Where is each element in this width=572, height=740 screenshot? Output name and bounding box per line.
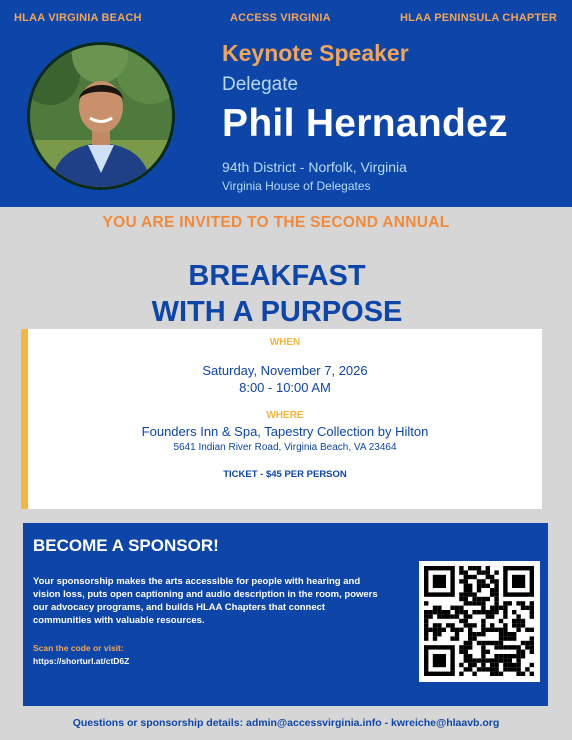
qr-module	[468, 601, 472, 605]
qr-module	[494, 579, 498, 583]
qr-module	[503, 645, 507, 649]
speaker-role: Delegate	[222, 74, 299, 95]
qr-module	[428, 610, 432, 614]
qr-module	[508, 663, 512, 667]
qr-module	[481, 658, 485, 662]
qr-module	[494, 658, 498, 662]
qr-module	[508, 667, 512, 671]
qr-module	[503, 636, 507, 640]
qr-module	[459, 650, 463, 654]
qr-module	[486, 597, 490, 601]
qr-module	[437, 632, 441, 636]
qr-module	[459, 597, 463, 601]
qr-module	[494, 654, 498, 658]
qr-module	[503, 614, 507, 618]
qr-module	[490, 623, 494, 627]
qr-module	[512, 663, 516, 667]
qr-module	[464, 654, 468, 658]
event-date: Saturday, November 7, 2026	[202, 363, 368, 378]
qr-module	[486, 641, 490, 645]
sponsor-url-link[interactable]: https://shorturl.at/ctD6Z	[33, 656, 130, 666]
qr-module	[468, 584, 472, 588]
qr-module	[455, 632, 459, 636]
qr-module	[459, 619, 463, 623]
qr-module	[516, 672, 520, 676]
qr-module	[508, 645, 512, 649]
qr-module	[464, 584, 468, 588]
event-title-line1: BREAKFAST	[188, 260, 366, 292]
qr-module	[530, 628, 534, 632]
qr-module	[428, 614, 432, 618]
qr-module	[455, 636, 459, 640]
qr-module	[503, 632, 507, 636]
event-title-line2: WITH A PURPOSE	[151, 296, 403, 328]
qr-module	[525, 667, 529, 671]
qr-module	[424, 623, 428, 627]
qr-module	[477, 658, 481, 662]
qr-module	[512, 632, 516, 636]
qr-module	[477, 579, 481, 583]
qr-module	[494, 672, 498, 676]
qr-module	[459, 606, 463, 610]
qr-module	[516, 658, 520, 662]
qr-module	[516, 614, 520, 618]
qr-module	[472, 672, 476, 676]
qr-module	[459, 579, 463, 583]
qr-module	[468, 641, 472, 645]
qr-module	[512, 619, 516, 623]
keynote-label: Keynote Speaker	[222, 40, 409, 66]
qr-module	[486, 570, 490, 574]
qr-module	[464, 588, 468, 592]
qr-module	[464, 619, 468, 623]
qr-module	[499, 654, 503, 658]
org-hlaa-virginia-beach: HLAA VIRGINIA BEACH	[14, 12, 142, 24]
qr-module	[468, 667, 472, 671]
qr-module	[499, 672, 503, 676]
qr-module	[464, 658, 468, 662]
qr-module	[481, 584, 485, 588]
qr-module	[499, 619, 503, 623]
qr-module	[437, 606, 441, 610]
qr-module	[455, 628, 459, 632]
qr-module	[437, 623, 441, 627]
qr-module	[424, 601, 428, 605]
qr-module	[516, 654, 520, 658]
qr-module	[481, 606, 485, 610]
qr-finder	[433, 654, 446, 667]
qr-module	[424, 619, 428, 623]
qr-module	[481, 579, 485, 583]
qr-module	[468, 632, 472, 636]
qr-module	[503, 654, 507, 658]
event-details-card	[21, 329, 542, 509]
qr-module	[530, 650, 534, 654]
sponsor-title: BECOME A SPONSOR!	[33, 536, 219, 555]
qr-module	[490, 579, 494, 583]
qr-module	[516, 601, 520, 605]
qr-module	[481, 619, 485, 623]
qr-module	[477, 667, 481, 671]
qr-module	[450, 614, 454, 618]
qr-module	[459, 628, 463, 632]
qr-finder	[433, 575, 446, 588]
qr-module	[521, 601, 525, 605]
qr-module	[477, 588, 481, 592]
qr-module	[481, 601, 485, 605]
sponsor-panel	[23, 523, 548, 706]
qr-module	[494, 663, 498, 667]
qr-module	[433, 632, 437, 636]
qr-module	[494, 667, 498, 671]
qr-module	[455, 610, 459, 614]
qr-module	[516, 663, 520, 667]
qr-module	[424, 636, 428, 640]
qr-module	[521, 623, 525, 627]
qr-module	[508, 636, 512, 640]
qr-module	[459, 663, 463, 667]
qr-module	[433, 610, 437, 614]
qr-module	[446, 623, 450, 627]
qr-module	[464, 667, 468, 671]
qr-module	[490, 575, 494, 579]
qr-module	[481, 570, 485, 574]
ticket-price: TICKET - $45 PER PERSON	[223, 469, 347, 480]
speaker-office: Virginia House of Delegates	[222, 179, 371, 193]
qr-module	[494, 641, 498, 645]
qr-module	[490, 588, 494, 592]
qr-module	[481, 645, 485, 649]
qr-module	[521, 672, 525, 676]
qr-finder	[512, 575, 525, 588]
qr-module	[459, 592, 463, 596]
qr-module	[512, 623, 516, 627]
qr-module	[472, 610, 476, 614]
qr-module	[490, 667, 494, 671]
qr-module	[464, 592, 468, 596]
qr-module	[424, 632, 428, 636]
qr-module	[503, 667, 507, 671]
qr-module	[512, 645, 516, 649]
qr-module	[446, 614, 450, 618]
qr-module	[530, 610, 534, 614]
qr-module	[512, 610, 516, 614]
qr-module	[477, 601, 481, 605]
invite-line: YOU ARE INVITED TO THE SECOND ANNUAL	[102, 214, 450, 231]
qr-module	[490, 614, 494, 618]
qr-module	[450, 628, 454, 632]
qr-module	[503, 606, 507, 610]
qr-module	[508, 654, 512, 658]
qr-module	[530, 641, 534, 645]
event-address: 5641 Indian River Road, Virginia Beach, VA 23464	[173, 442, 397, 453]
qr-module	[468, 623, 472, 627]
qr-module	[468, 658, 472, 662]
qr-module	[486, 667, 490, 671]
qr-module	[437, 610, 441, 614]
qr-module	[459, 610, 463, 614]
qr-module	[424, 610, 428, 614]
qr-module	[477, 641, 481, 645]
contact-footer: Questions or sponsorship details: admin@accessvirginia.info - kwreiche@hlaavb.org	[72, 717, 500, 729]
qr-module	[494, 606, 498, 610]
qr-module	[464, 614, 468, 618]
qr-module	[503, 610, 507, 614]
qr-module	[472, 636, 476, 640]
qr-module	[468, 628, 472, 632]
qr-module	[472, 658, 476, 662]
qr-module	[472, 597, 476, 601]
qr-module	[450, 606, 454, 610]
qr-module	[516, 623, 520, 627]
qr-module	[442, 610, 446, 614]
qr-module	[464, 601, 468, 605]
speaker-photo	[27, 42, 175, 190]
qr-module	[486, 566, 490, 570]
qr-module	[503, 628, 507, 632]
qr-module	[455, 614, 459, 618]
qr-module	[521, 606, 525, 610]
qr-module	[490, 628, 494, 632]
qr-module	[468, 663, 472, 667]
qr-module	[437, 628, 441, 632]
qr-module	[490, 672, 494, 676]
qr-module	[490, 592, 494, 596]
qr-module	[525, 645, 529, 649]
qr-module	[486, 575, 490, 579]
qr-module	[464, 645, 468, 649]
qr-module	[530, 614, 534, 618]
qr-module	[459, 566, 463, 570]
qr-module	[481, 623, 485, 627]
qr-module	[508, 658, 512, 662]
qr-module	[477, 610, 481, 614]
qr-module	[530, 606, 534, 610]
qr-module	[512, 654, 516, 658]
qr-module	[499, 645, 503, 649]
qr-module	[424, 614, 428, 618]
event-title	[0, 258, 554, 330]
qr-module	[490, 610, 494, 614]
qr-module	[428, 628, 432, 632]
qr-module	[508, 632, 512, 636]
qr-module	[481, 628, 485, 632]
qr-module	[433, 628, 437, 632]
event-venue: Founders Inn & Spa, Tapestry Collection by Hilton	[141, 424, 429, 439]
qr-module	[477, 632, 481, 636]
qr-module	[468, 592, 472, 596]
qr-code-icon[interactable]	[419, 561, 540, 682]
qr-module	[468, 566, 472, 570]
qr-module	[481, 654, 485, 658]
qr-module	[472, 566, 476, 570]
qr-module	[477, 566, 481, 570]
qr-module	[530, 663, 534, 667]
qr-module	[464, 641, 468, 645]
qr-module	[486, 658, 490, 662]
qr-module	[468, 614, 472, 618]
qr-module	[433, 623, 437, 627]
qr-module	[464, 575, 468, 579]
qr-module	[472, 601, 476, 605]
qr-module	[486, 614, 490, 618]
qr-module	[450, 623, 454, 627]
qr-module	[486, 610, 490, 614]
qr-module	[494, 592, 498, 596]
qr-module	[472, 575, 476, 579]
qr-module	[521, 654, 525, 658]
qr-module	[468, 654, 472, 658]
qr-module	[424, 628, 428, 632]
qr-module	[503, 658, 507, 662]
qr-module	[494, 628, 498, 632]
qr-module	[516, 645, 520, 649]
speaker-photo-illustration	[30, 45, 172, 187]
qr-module	[477, 570, 481, 574]
qr-module	[459, 672, 463, 676]
qr-module	[468, 636, 472, 640]
qr-module	[530, 601, 534, 605]
event-time: 8:00 - 10:00 AM	[239, 380, 331, 395]
qr-module	[468, 588, 472, 592]
qr-module	[464, 610, 468, 614]
qr-module	[525, 606, 529, 610]
qr-module	[516, 650, 520, 654]
qr-module	[530, 672, 534, 676]
qr-module	[494, 584, 498, 588]
qr-module	[530, 636, 534, 640]
qr-module	[481, 650, 485, 654]
qr-module	[503, 601, 507, 605]
qr-module	[464, 570, 468, 574]
sponsor-body: Your sponsorship makes the arts accessible for people with hearing and vision loss, puts open captioning and audio description in the room, powers our advocacy programs, and builds HLAA Chapters that connect communities with valuable resources.	[33, 576, 378, 626]
qr-module	[481, 597, 485, 601]
qr-module	[472, 663, 476, 667]
qr-module	[494, 601, 498, 605]
qr-module	[530, 645, 534, 649]
qr-module	[503, 663, 507, 667]
qr-module	[499, 641, 503, 645]
qr-module	[494, 645, 498, 649]
qr-module	[464, 597, 468, 601]
qr-module	[433, 636, 437, 640]
qr-module	[481, 641, 485, 645]
qr-module	[442, 614, 446, 618]
qr-module	[494, 597, 498, 601]
qr-module	[464, 623, 468, 627]
qr-module	[455, 606, 459, 610]
qr-module	[490, 658, 494, 662]
qr-module	[468, 645, 472, 649]
qr-module	[512, 667, 516, 671]
qr-module	[446, 610, 450, 614]
qr-module	[464, 650, 468, 654]
qr-module	[486, 584, 490, 588]
qr-module	[521, 650, 525, 654]
qr-module	[516, 619, 520, 623]
qr-module	[499, 632, 503, 636]
qr-module	[472, 592, 476, 596]
qr-module	[490, 606, 494, 610]
qr-module	[486, 650, 490, 654]
qr-module	[494, 588, 498, 592]
speaker-district: 94th District - Norfolk, Virginia	[222, 159, 407, 175]
qr-module	[525, 641, 529, 645]
qr-module	[494, 570, 498, 574]
qr-module	[481, 663, 485, 667]
qr-module	[442, 628, 446, 632]
scan-label: Scan the code or visit:	[33, 643, 124, 653]
qr-module	[450, 636, 454, 640]
qr-module	[459, 570, 463, 574]
qr-module	[508, 601, 512, 605]
qr-module	[521, 641, 525, 645]
qr-module	[477, 584, 481, 588]
qr-module	[481, 667, 485, 671]
qr-module	[481, 632, 485, 636]
qr-module	[437, 614, 441, 618]
qr-module	[512, 636, 516, 640]
qr-module	[486, 628, 490, 632]
org-hlaa-peninsula: HLAA PENINSULA CHAPTER	[400, 12, 557, 24]
qr-module	[464, 579, 468, 583]
qr-module	[521, 619, 525, 623]
qr-module	[516, 667, 520, 671]
qr-module	[525, 628, 529, 632]
qr-module	[477, 597, 481, 601]
qr-module	[494, 610, 498, 614]
qr-module	[468, 575, 472, 579]
qr-module	[499, 606, 503, 610]
qr-module	[499, 636, 503, 640]
qr-module	[490, 641, 494, 645]
when-label: WHEN	[269, 337, 301, 348]
qr-module	[499, 658, 503, 662]
header-banner	[0, 0, 572, 207]
speaker-name: Phil Hernandez	[222, 102, 508, 145]
qr-module	[503, 623, 507, 627]
qr-module	[490, 663, 494, 667]
qr-module	[433, 606, 437, 610]
where-label: WHERE	[266, 410, 304, 421]
qr-code-graphic	[419, 561, 540, 682]
qr-module	[499, 628, 503, 632]
org-access-virginia: ACCESS VIRGINIA	[230, 12, 331, 24]
qr-module	[459, 645, 463, 649]
qr-module	[481, 610, 485, 614]
qr-module	[472, 632, 476, 636]
qr-module	[516, 628, 520, 632]
qr-module	[472, 623, 476, 627]
